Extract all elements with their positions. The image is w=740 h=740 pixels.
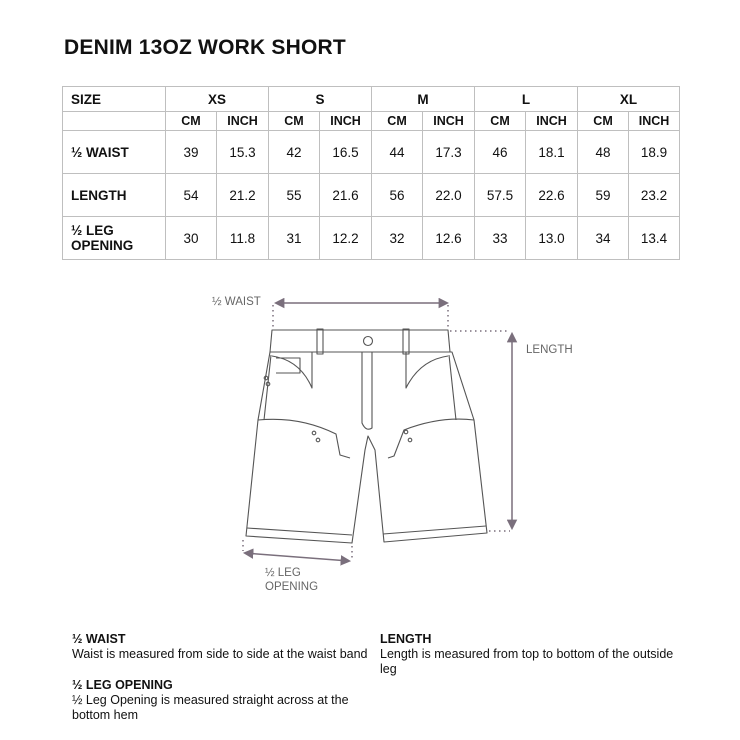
unit-inch: INCH	[217, 112, 269, 131]
table-cell: 55	[269, 174, 320, 217]
size-s: S	[269, 87, 372, 112]
table-cell: 11.8	[217, 217, 269, 260]
size-xs: XS	[166, 87, 269, 112]
table-cell: 31	[269, 217, 320, 260]
diagram-label-leg-line2: OPENING	[265, 581, 319, 593]
size-xl: XL	[578, 87, 680, 112]
table-cell: 56	[372, 174, 423, 217]
row-label-waist: ½ WAIST	[63, 131, 166, 174]
note-length-text-line2: leg	[380, 662, 397, 676]
table-cell: 18.1	[526, 131, 578, 174]
table-cell: 18.9	[629, 131, 680, 174]
table-cell: 12.6	[423, 217, 475, 260]
unit-cm: CM	[578, 112, 629, 131]
note-length	[380, 632, 690, 677]
note-leg-title: ½ LEG OPENING	[72, 678, 173, 692]
size-m: M	[372, 87, 475, 112]
size-header-label: SIZE	[63, 87, 166, 112]
note-waist	[72, 632, 372, 662]
note-leg-opening	[72, 678, 372, 723]
note-leg-text-line1: ½ Leg Opening is measured straight across at the	[72, 693, 349, 707]
unit-inch: INCH	[526, 112, 578, 131]
page-title: DENIM 13OZ WORK SHORT	[64, 36, 346, 59]
note-length-text-line1: Length is measured from top to bottom of the outside	[380, 647, 674, 661]
table-cell: 46	[475, 131, 526, 174]
note-length-title: LENGTH	[380, 632, 432, 646]
row-label-leg-line2: OPENING	[71, 238, 134, 253]
row-label-length: LENGTH	[63, 174, 166, 217]
table-cell: 48	[578, 131, 629, 174]
note-leg-text-line2: bottom hem	[72, 708, 139, 722]
table-cell: 44	[372, 131, 423, 174]
note-waist-title: ½ WAIST	[72, 632, 126, 646]
table-cell: 59	[578, 174, 629, 217]
table-cell: 13.0	[526, 217, 578, 260]
table-cell: 17.3	[423, 131, 475, 174]
table-cell: 15.3	[217, 131, 269, 174]
table-cell: 57.5	[475, 174, 526, 217]
leg-opening-arrow	[245, 553, 349, 561]
table-cell: 42	[269, 131, 320, 174]
shorts-outline-icon	[246, 329, 487, 543]
size-l: L	[475, 87, 578, 112]
table-cell: 13.4	[629, 217, 680, 260]
unit-inch: INCH	[629, 112, 680, 131]
unit-inch: INCH	[320, 112, 372, 131]
diagram-label-waist: ½ WAIST	[212, 296, 261, 308]
table-cell: 32	[372, 217, 423, 260]
table-cell: 23.2	[629, 174, 680, 217]
table-cell: 21.6	[320, 174, 372, 217]
diagram-label-leg-line1: ½ LEG	[265, 567, 301, 579]
unit-inch: INCH	[423, 112, 475, 131]
table-cell: 21.2	[217, 174, 269, 217]
table-cell: 34	[578, 217, 629, 260]
unit-cm: CM	[475, 112, 526, 131]
unit-cm: CM	[269, 112, 320, 131]
table-cell: 12.2	[320, 217, 372, 260]
table-cell: 39	[166, 131, 217, 174]
table-cell: 22.0	[423, 174, 475, 217]
row-label-leg-line1: ½ LEG	[71, 223, 114, 238]
table-cell: 16.5	[320, 131, 372, 174]
diagram-label-leg-opening	[265, 566, 318, 594]
note-waist-text: Waist is measured from side to side at the waist band	[72, 647, 368, 661]
diagram-label-length: LENGTH	[526, 344, 573, 356]
unit-cm: CM	[372, 112, 423, 131]
unit-cm: CM	[166, 112, 217, 131]
table-cell: 54	[166, 174, 217, 217]
table-cell: 22.6	[526, 174, 578, 217]
table-cell: 33	[475, 217, 526, 260]
table-cell: 30	[166, 217, 217, 260]
